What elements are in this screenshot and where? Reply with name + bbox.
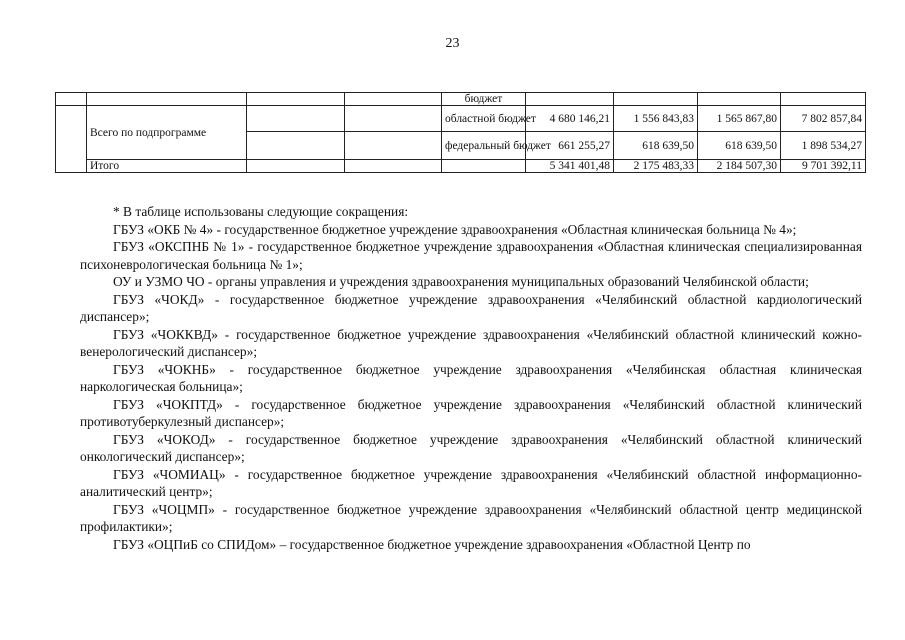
abbreviation-entry: ГБУЗ «ЧОКД» - государственное бюджетное учреждение здравоохранения «Челябинский областной кардиологический диспансер»;	[80, 291, 862, 324]
value-cell: 661 255,27	[526, 132, 614, 160]
table-row-regional	[56, 106, 866, 132]
value-cell: 9 701 392,11	[781, 160, 866, 173]
funding-source-cell: бюджет	[442, 93, 526, 106]
abbreviation-entry: ОУ и УЗМО ЧО - органы управления и учреждения здравоохранения муниципальных образований Челябинской области;	[113, 274, 809, 289]
abbreviations-intro: * В таблице использованы следующие сокращения:	[113, 204, 409, 219]
abbreviation-entry: ГБУЗ «ЧОМИАЦ» - государственное бюджетное учреждение здравоохранения «Челябинский областной информационно-аналитический центр»;	[80, 466, 862, 499]
budget-table	[55, 92, 866, 173]
value-cell: 1 556 843,83	[614, 106, 698, 132]
funding-source-cell: областной бюджет	[442, 106, 526, 132]
abbreviation-entry: ГБУЗ «ЧОЦМП» - государственное бюджетное учреждение здравоохранения «Челябинский областной центр медицинской профилактики»;	[80, 501, 862, 534]
value-cell: 1 565 867,80	[698, 106, 781, 132]
value-cell: 4 680 146,21	[526, 106, 614, 132]
value-cell: 618 639,50	[614, 132, 698, 160]
total-label: Итого	[87, 160, 247, 173]
subprogram-total-label: Всего по подпрограмме	[87, 106, 247, 160]
value-cell: 618 639,50	[698, 132, 781, 160]
table-row-budget-tail	[56, 93, 866, 106]
abbreviation-entry: ГБУЗ «ЧОКПТД» - государственное бюджетное учреждение здравоохранения «Челябинский областной клинический противотуберкулезный диспансер»;	[80, 396, 862, 429]
value-cell: 2 184 507,30	[698, 160, 781, 173]
value-cell: 1 898 534,27	[781, 132, 866, 160]
abbreviation-entry: ГБУЗ «ОЦПиБ со СПИДом» – государственное бюджетное учреждение здравоохранения «Областной Центр по	[113, 536, 751, 552]
table-row-total	[56, 160, 866, 173]
value-cell: 5 341 401,48	[526, 160, 614, 173]
value-cell: 7 802 857,84	[781, 106, 866, 132]
value-cell: 2 175 483,33	[614, 160, 698, 173]
abbreviation-entry: ГБУЗ «ОКБ № 4» - государственное бюджетное учреждение здравоохранения «Областная клиническая больница № 4»;	[113, 221, 797, 237]
abbreviation-entry: ГБУЗ «ЧОКНБ» - государственное бюджетное учреждение здравоохранения «Челябинская областная клиническая наркологическая больница»;	[80, 361, 862, 394]
abbreviation-entry: ГБУЗ «ОКСПНБ № 1» - государственное бюджетное учреждение здравоохранения «Областная клиническая специализированная психоневрологическая больница № 1»;	[80, 239, 862, 272]
abbreviation-entry: ГБУЗ «ЧОККВД» - государственное бюджетное учреждение здравоохранения «Челябинский областной клинический кожно-венерологический диспансер»;	[80, 326, 862, 359]
funding-source-cell: федеральный бюджет	[442, 132, 526, 160]
page-number: 23	[445, 36, 460, 51]
abbreviations-section	[80, 203, 862, 553]
abbreviation-entry: ГБУЗ «ЧОКОД» - государственное бюджетное учреждение здравоохранения «Челябинский областной клинический онкологический диспансер»;	[80, 431, 862, 464]
